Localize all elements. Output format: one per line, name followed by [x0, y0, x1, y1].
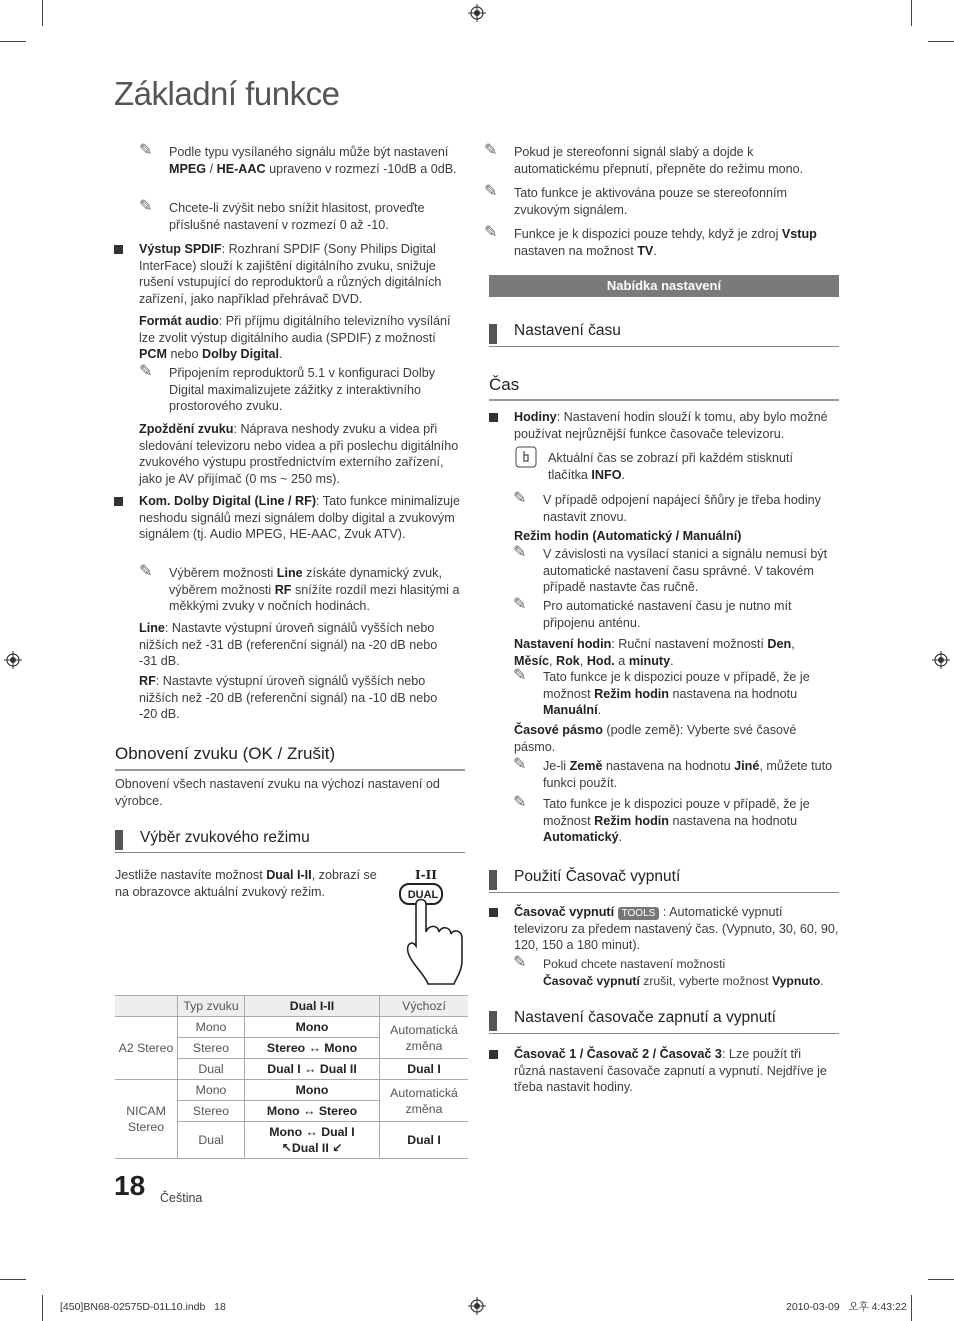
note-manual: ✎ Tato funkce je k dispozici pouze v případě, že je možnost Režim hodin nastavena na hodnotu Manuální.: [513, 667, 810, 717]
note-pen-icon: ✎: [139, 142, 153, 159]
heading-rule: [489, 346, 839, 347]
crop-mark: [0, 1279, 26, 1280]
note-pen-icon: ✎: [513, 596, 527, 613]
table-cell: [245, 1122, 380, 1159]
table-cell: NICAM Stereo: [115, 1080, 178, 1159]
tools-button-icon: TOOLS: [618, 907, 660, 920]
heading-rule: [115, 852, 465, 853]
table-row: [115, 1017, 468, 1038]
bullet-square-icon: [489, 1050, 498, 1059]
crop-mark: [42, 1295, 43, 1321]
crop-mark: [928, 1279, 954, 1280]
table-cell: Dual I ↔ Dual II: [245, 1059, 380, 1080]
table-cell: Stereo ↔ Mono: [245, 1038, 380, 1059]
registration-mark-icon: [468, 1297, 486, 1315]
table-header-row: [115, 996, 468, 1017]
bullet-square-icon: [489, 413, 498, 422]
note-pen-icon: ✎: [139, 363, 153, 380]
table-cell: Dual I: [380, 1122, 469, 1159]
table-header-cell: Dual I-II: [245, 996, 380, 1017]
format-audio-text: Formát audio: Při příjmu digitálního televizního vysílání lze zvolit výstup digitálního audia (SPDIF) z možností PCM nebo Dolby Digital.: [139, 314, 451, 361]
registration-mark-icon: [932, 651, 950, 669]
table-cell: Mono: [178, 1080, 245, 1101]
cas-heading: Čas: [489, 375, 520, 394]
table-header-cell: [115, 996, 178, 1017]
bullet-square-icon: [489, 908, 498, 917]
table-header-cell: Výchozí: [380, 996, 469, 1017]
remote-press-icon: [515, 446, 537, 468]
note-pen-icon: ✎: [513, 490, 527, 507]
on-off-timer-heading: Nastavení časovače zapnutí a vypnutí: [514, 1009, 776, 1026]
note-auto-time: ✎ V závislosti na vysílací stanici a signálu nemusí být automatické nastavení času správné. V takovém případě nastavte čas ručně.: [513, 544, 828, 594]
crop-mark: [0, 41, 26, 42]
note-pen-icon: ✎: [513, 954, 527, 971]
footer-date: 2010-03-09 오후 4:43:22: [786, 1301, 907, 1313]
table-cell: Dual: [178, 1059, 245, 1080]
sleep-timer-heading: Použití Časovač vypnutí: [514, 868, 681, 885]
subheading-bar: [115, 830, 123, 850]
note-pen-icon: ✎: [513, 544, 527, 561]
sound-mode-table: [115, 995, 468, 1159]
note-pen-icon: ✎: [513, 794, 527, 811]
heading-rule: [115, 769, 465, 771]
line-text: Line: Nastavte výstupní úroveň signálů vyšších nebo nižších než -31 dB (referenční signál) na -20 dB nebo -31 dB.: [139, 621, 438, 668]
clock-item: Hodiny: Nastavení hodin slouží k tomu, aby bylo možné používat nejrůznější funkce časovače televizoru.: [514, 409, 839, 442]
note-stereo-only: ✎ Tato funkce je aktivována pouze se stereofonním zvukovým signálem.: [484, 183, 788, 217]
remote-label: I-II: [415, 868, 437, 882]
note-pen-icon: ✎: [484, 224, 498, 241]
audio-delay-text: Zpoždění zvuku: Náprava neshody zvuku a videa při sledování televizoru nebo videa a při poslechu digitálního zvukového výstupu prostřednictvím externího zařízení, jako je AV přijímač (0 ms ~ 250 ms).: [139, 422, 459, 486]
rf-text: RF: Nastavte výstupní úroveň signálů vyšších nebo nižších než -20 dB (referenční signál) na -10 dB nebo -20 dB.: [139, 674, 438, 721]
time-settings-heading: Nastavení času: [514, 322, 621, 339]
note-input-tv: ✎ Funkce je k dispozici pouze tehdy, když je zdroj Vstup nastaven na možnost TV.: [484, 224, 817, 258]
set-clock-text: Nastavení hodin: Ruční nastavení možností Den, Měsíc, Rok, Hod. a minuty.: [514, 637, 795, 668]
table-header-cell: Typ zvuku: [178, 996, 245, 1017]
sound-mode-heading: Výběr zvukového režimu: [140, 829, 310, 846]
crop-mark: [928, 41, 954, 42]
clock-mode-label: Režim hodin (Automatický / Manuální): [514, 529, 742, 543]
note-mpeg: ✎ Podle typu vysílaného signálu může být nastavení MPEG / HE-AAC upraveno v rozmezí -10dB a 0dB.: [139, 142, 457, 176]
dolby-comp-item: Kom. Dolby Digital (Line / RF): Tato funkce minimalizuje neshodu signálů mezi signálem dolby digital a zvukovým signálem (tj. Audio MPEG, HE-AAC, Zvuk ATV).: [139, 493, 465, 543]
note-pen-icon: ✎: [139, 563, 153, 580]
table-cell: Dual I: [380, 1059, 469, 1080]
note-automatic: ✎ Tato funkce je k dispozici pouze v případě, že je možnost Režim hodin nastavena na hodnotu Automatický.: [513, 794, 810, 844]
heading-rule: [489, 1033, 839, 1034]
footer-file: [450]BN68-02575D-01L10.indb 18: [60, 1301, 226, 1313]
table-cell: Dual: [178, 1122, 245, 1159]
table-cell: Mono ↔ Stereo: [245, 1101, 380, 1122]
on-off-timer-item: Časovač 1 / Časovač 2 / Časovač 3: Lze použít tři různá nastavení časovače zapnutí a vypnutí. Nejdříve je třeba nastavit hodiny.: [514, 1046, 834, 1096]
note-pen-icon: ✎: [513, 756, 527, 773]
table-cell: Mono: [178, 1017, 245, 1038]
note-weak-stereo: ✎ Pokud je stereofonní signál slabý a dojde k automatickému přepnutí, přepněte do režimu mono.: [484, 142, 804, 176]
note-line: Pokud chcete nastavení možnosti: [543, 957, 726, 971]
page-title: Základní funkce: [114, 75, 340, 112]
bullet-square-icon: [114, 497, 123, 506]
subheading-bar: [489, 870, 497, 890]
heading-rule: [489, 399, 839, 401]
table-cell: Stereo: [178, 1101, 245, 1122]
registration-mark-icon: [4, 651, 22, 669]
table-cell: Stereo: [178, 1038, 245, 1059]
table-cell: Automatická změna: [380, 1080, 469, 1122]
crop-mark: [42, 0, 43, 26]
note-pen-icon: ✎: [484, 183, 498, 200]
table-cell: A2 Stereo: [115, 1017, 178, 1080]
subheading-bar: [489, 324, 497, 344]
note-power-cord: ✎ V případě odpojení napájecí šňůry je třeba hodiny nastavit znovu.: [513, 490, 821, 524]
note-line: Časovač vypnutí zrušit, vyberte možnost Vypnuto.: [543, 973, 824, 988]
section-banner: Nabídka nastavení: [489, 275, 839, 297]
spdif-item: Výstup SPDIF: Rozhraní SPDIF (Sony Philips Digital InterFace) slouží k zajištění digitálního zvuku, snižuje rušení vstupující do reproduktorů a různých digitálních zařízení, jako například přehrávač DVD.: [139, 241, 464, 307]
table-cell-line: ↖Dual II ↙: [281, 1141, 343, 1155]
sleep-timer-item: Časovač vypnutí TOOLS : Automatické vypnutí televizoru za předem nastavený čas. (Vypnuto, 30, 60, 90, 120, 150 a 180 minut).: [514, 904, 839, 954]
reset-text: Obnovení všech nastavení zvuku na výchozí nastavení od výrobce.: [115, 777, 440, 808]
heading-rule: [489, 892, 839, 893]
note-pen-icon: ✎: [139, 198, 153, 215]
table-cell: Automatická změna: [380, 1017, 469, 1059]
sound-mode-text: Jestliže nastavíte možnost Dual I-II, zobrazí se na obrazovce aktuální zvukový režim.: [115, 868, 377, 899]
table-cell: Mono: [245, 1017, 380, 1038]
footer-language: Čeština: [160, 1191, 203, 1205]
note-pen-icon: ✎: [513, 667, 527, 684]
note-volume: ✎ Chcete-li zvýšit nebo snížit hlasitost, proveďte příslušné nastavení v rozmezí 0 až -10.: [139, 198, 425, 232]
info-note: Aktuální čas se zobrazí při každém stisknutí tlačítka INFO.: [548, 451, 793, 482]
note-line-rf: ✎ Výběrem možnosti Line získáte dynamický zvuk, výběrem možnosti RF snížíte rozdíl mezi hlasitými a měkkými zvuky v nočních hodinách.: [139, 563, 460, 613]
timezone-text: Časové pásmo (podle země): Vyberte své časové pásmo.: [514, 723, 797, 754]
table-row: [115, 1080, 468, 1101]
note-antenna: ✎ Pro automatické nastavení času je nutno mít připojenu anténu.: [513, 596, 792, 630]
note-dolby: ✎ Připojením reproduktorů 5.1 v konfiguraci Dolby Digital maximalizujete zážitky z interaktivního prostorového zvuku.: [139, 363, 435, 413]
dual-button: DUAL: [407, 889, 439, 901]
crop-mark: [911, 0, 912, 26]
table-cell: Mono: [245, 1080, 380, 1101]
reset-heading: Obnovení zvuku (OK / Zrušit): [115, 744, 336, 763]
bullet-square-icon: [114, 245, 123, 254]
note-country: ✎ Je-li Země nastavena na hodnotu Jiné, můžete tuto funkci použít.: [513, 756, 833, 790]
crop-mark: [911, 1295, 912, 1321]
note-pen-icon: ✎: [484, 142, 498, 159]
page-number: 18: [114, 1170, 146, 1201]
registration-mark-icon: [468, 4, 486, 22]
subheading-bar: [489, 1011, 497, 1031]
note-sleep-cancel: [513, 954, 839, 989]
table-cell-line: Mono ↔ Dual I: [269, 1125, 355, 1139]
